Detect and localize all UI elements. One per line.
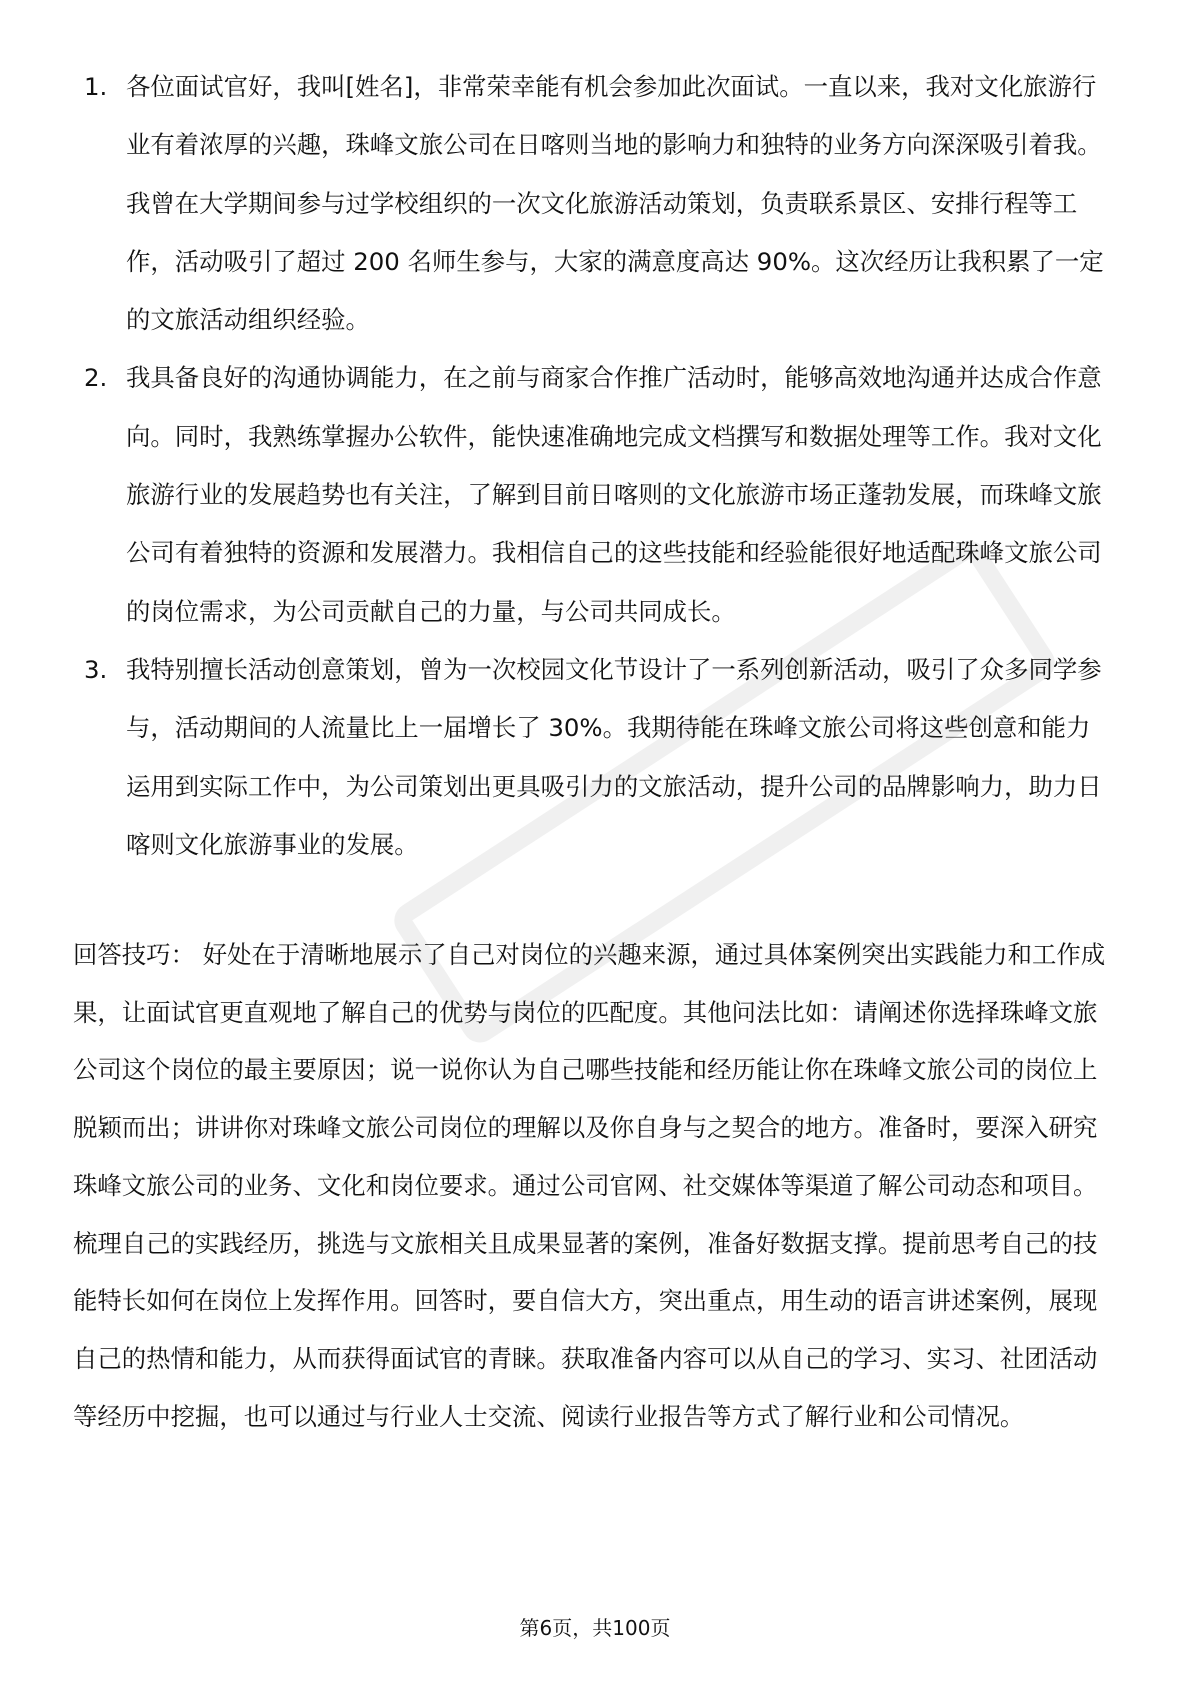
- page-number-footer: 第6页，共100页: [519, 1616, 671, 1640]
- answer-list: [84, 58, 1114, 874]
- list-item-number: 3.: [84, 654, 108, 684]
- list-item: [84, 349, 1114, 640]
- answer-tips-paragraph: 回答技巧： 好处在于清晰地展示了自己对岗位的兴趣来源，通过具体案例突出实践能力和工作成果，让面试官更直观地了解自己的优势与岗位的匹配度。其他问法比如：请阐述你选择珠峰文旅公司这个岗位的最主要原因；说一说你认为自己哪些技能和经历能让你在珠峰文旅公司的岗位上脱颖而出；讲讲你对珠峰文旅公司岗位的理解以及你自身与之契合的地方。准备时，要深入研究珠峰文旅公司的业务、文化和岗位要求。通过公司官网、社交媒体等渠道了解公司动态和项目。梳理自己的实践经历，挑选与文旅相关且成果显著的案例，准备好数据支撑。提前思考自己的技能特长如何在岗位上发挥作用。回答时，要自信大方，突出重点，用生动的语言讲述案例，展现自己的热情和能力，从而获得面试官的青睐。获取准备内容可以从自己的学习、实习、社团活动等经历中挖掘，也可以通过与行业人士交流、阅读行业报告等方式了解行业和公司情况。: [73, 940, 1106, 1431]
- list-item: [84, 58, 1114, 349]
- list-item-text: 我特别擅长活动创意策划，曾为一次校园文化节设计了一系列创新活动，吸引了众多同学参与，活动期间的人流量比上一届增长了 30%。我期待能在珠峰文旅公司将这些创意和能力运用到实际工作中，为公司策划出更具吸引力的文旅活动，提升公司的品牌影响力，助力日喀则文化旅游事业的发展。: [126, 654, 1102, 859]
- list-item-number: 1.: [84, 72, 108, 101]
- list-item-text: 我具备良好的沟通协调能力，在之前与商家合作推广活动时，能够高效地沟通并达成合作意向。同时，我熟练掌握办公软件，能快速准确地完成文档撰写和数据处理等工作。我对文化旅游行业的发展趋势也有关注，了解到目前日喀则的文化旅游市场正蓬勃发展，而珠峰文旅公司有着独特的资源和发展潜力。我相信自己的这些技能和经验能很好地适配珠峰文旅公司的岗位需求，为公司贡献自己的力量，与公司共同成长。: [126, 363, 1102, 626]
- list-item-text: 各位面试官好，我叫[姓名]，非常荣幸能有机会参加此次面试。一直以来，我对文化旅游行业有着浓厚的兴趣，珠峰文旅公司在日喀则当地的影响力和独特的业务方向深深吸引着我。我曾在大学期间参与过学校组织的一次文化旅游活动策划，负责联系景区、安排行程等工作，活动吸引了超过 200 名师生参与，大家的满意度高达 90%。这次经历让我积累了一定的文旅活动组织经验。: [126, 72, 1104, 335]
- list-item-number: 2.: [84, 363, 108, 393]
- list-item: [84, 641, 1114, 874]
